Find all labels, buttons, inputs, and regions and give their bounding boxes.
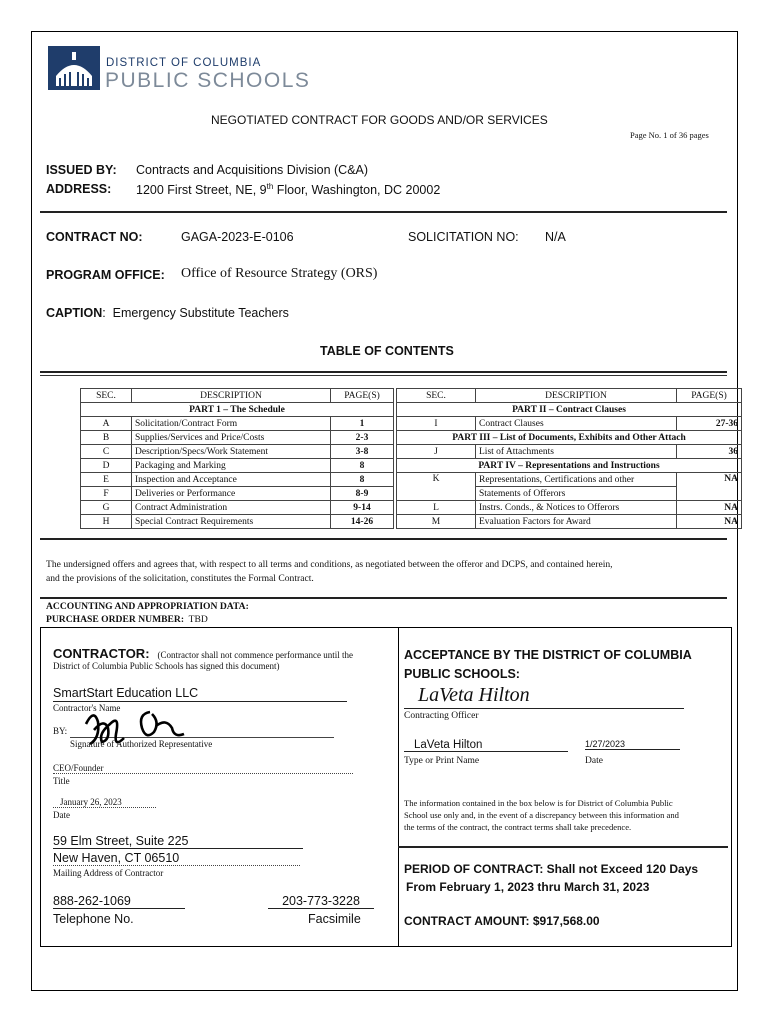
page-title: NEGOTIATED CONTRACT FOR GOODS AND/OR SERVICES xyxy=(211,113,548,127)
contracting-officer-label: Contracting Officer xyxy=(404,711,479,721)
toc-right-table xyxy=(396,388,742,529)
facsimile-value: 203-773-3228 xyxy=(268,894,374,909)
contractor-heading: CONTRACTOR: xyxy=(53,646,150,661)
issued-by-value: Contracts and Acquisitions Division (C&A) xyxy=(136,163,369,177)
toc-title: TABLE OF CONTENTS xyxy=(320,344,454,358)
acceptance-heading-2: PUBLIC SCHOOLS: xyxy=(404,667,520,681)
title-label: Title xyxy=(53,776,70,786)
toc-row: F Deliveries or Performance 8-9 xyxy=(81,487,394,501)
toc-row: I Contract Clauses 27-36 xyxy=(397,417,742,431)
toc-header-desc: DESCRIPTION xyxy=(476,389,677,403)
solicitation-value: N/A xyxy=(545,230,566,244)
officer-signature-line xyxy=(404,708,684,709)
info-line-1: The information contained in the box below is for District of Columbia Public xyxy=(404,798,673,808)
toc-row: J List of Attachments 36 xyxy=(397,445,742,459)
toc-row: Statements of Offerors xyxy=(397,487,742,501)
telephone-label: Telephone No. xyxy=(53,912,134,926)
toc-row: L Instrs. Conds., & Notices to Offerors NA xyxy=(397,501,742,515)
toc-row: K Representations, Certifications and other NA xyxy=(397,473,742,487)
toc-header-pages: PAGE(S) xyxy=(331,389,394,403)
printed-name-label: Type or Print Name xyxy=(404,756,480,766)
program-office-label: PROGRAM OFFICE: xyxy=(46,268,165,282)
divider xyxy=(40,538,727,540)
address-label: ADDRESS: xyxy=(46,182,112,196)
date-label: Date xyxy=(53,810,70,820)
divider xyxy=(40,371,727,373)
toc-row: E Inspection and Acceptance 8 xyxy=(81,473,394,487)
toc-header-sec: SEC. xyxy=(397,389,476,403)
acceptance-date-value: 1/27/2023 xyxy=(585,739,680,750)
toc-row: H Special Contract Requirements 14-26 xyxy=(81,515,394,529)
contract-no-label: CONTRACT NO: xyxy=(46,230,143,244)
solicitation-label: SOLICITATION NO: xyxy=(408,230,519,244)
contractor-name: SmartStart Education LLC xyxy=(53,686,347,702)
date-value: January 26, 2023 xyxy=(53,797,156,808)
toc-part-2: PART II – Contract Clauses xyxy=(397,403,742,417)
divider xyxy=(40,375,727,376)
logo-line-2: PUBLIC SCHOOLS xyxy=(105,69,311,92)
offer-text-line-2: and the provisions of the solicitation, constitutes the Formal Contract. xyxy=(46,573,314,584)
contractor-note-1: (Contractor shall not commence performance until the xyxy=(157,650,353,660)
logo-line-1: DISTRICT OF COLUMBIA xyxy=(106,57,262,69)
toc-row: C Description/Specs/Work Statement 3-8 xyxy=(81,445,394,459)
toc-part-3: PART III – List of Documents, Exhibits and Other Attach xyxy=(397,431,742,445)
acceptance-heading-1: ACCEPTANCE BY THE DISTRICT OF COLUMBIA xyxy=(404,648,692,662)
officer-signature: LaVeta Hilton xyxy=(418,684,530,706)
accounting-label: ACCOUNTING AND APPROPRIATION DATA: xyxy=(46,601,249,612)
facsimile-label: Facsimile xyxy=(308,912,361,926)
po-number: PURCHASE ORDER NUMBER: TBD xyxy=(46,614,208,625)
contractor-note-2: District of Columbia Public Schools has signed this document) xyxy=(53,661,280,671)
capitol-dome-logo-icon xyxy=(48,46,100,90)
signature-label: Signature of Authorized Representative xyxy=(70,739,213,749)
title-value: CEO/Founder xyxy=(53,763,353,774)
toc-row: D Packaging and Marking 8 xyxy=(81,459,394,473)
divider xyxy=(40,597,727,599)
divider xyxy=(40,211,727,213)
period-of-contract: PERIOD OF CONTRACT: Shall not Exceed 120 Days xyxy=(404,862,699,876)
contract-amount: CONTRACT AMOUNT: $917,568.00 xyxy=(404,914,600,928)
caption: CAPTION: Emergency Substitute Teachers xyxy=(46,306,289,320)
info-line-2: School use only and, in the event of a discrepancy between this information and xyxy=(404,810,679,820)
divider xyxy=(398,846,728,848)
program-office-value: Office of Resource Strategy (ORS) xyxy=(181,266,378,281)
info-line-3: the terms of the contract, the contract terms shall take precedence. xyxy=(404,822,632,832)
printed-name-value: LaVeta Hilton xyxy=(404,739,568,752)
contractor-address-line-2: New Haven, CT 06510 xyxy=(53,851,300,866)
toc-part-4: PART IV – Representations and Instructions xyxy=(397,459,742,473)
offer-text-line-1: The undersigned offers and agrees that, with respect to all terms and conditions, as negotiated between the offeror and DCPS, and contained herein, xyxy=(46,559,613,570)
toc-row: B Supplies/Services and Price/Costs 2-3 xyxy=(81,431,394,445)
telephone-value: 888-262-1069 xyxy=(53,894,185,909)
acceptance-date-label: Date xyxy=(585,756,603,766)
page-number: Page No. 1 of 36 pages xyxy=(630,130,709,140)
toc-row: A Solicitation/Contract Form 1 xyxy=(81,417,394,431)
toc-part-1: PART 1 – The Schedule xyxy=(81,403,394,417)
contract-no-value: GAGA-2023-E-0106 xyxy=(181,230,294,244)
period-dates: From February 1, 2023 thru March 31, 2023 xyxy=(406,880,650,894)
contractor-address-line-1: 59 Elm Street, Suite 225 xyxy=(53,834,303,849)
contractor-name-label: Contractor's Name xyxy=(53,703,121,713)
toc-row: G Contract Administration 9-14 xyxy=(81,501,394,515)
toc-header-pages: PAGE(S) xyxy=(677,389,742,403)
by-label: BY: xyxy=(53,726,68,736)
toc-left-table xyxy=(80,388,394,529)
address-value: 1200 First Street, NE, 9th Floor, Washington, DC 20002 xyxy=(136,182,441,198)
toc-header-sec: SEC. xyxy=(81,389,132,403)
toc-row: M Evaluation Factors for Award NA xyxy=(397,515,742,529)
issued-by-label: ISSUED BY: xyxy=(46,163,117,177)
mailing-address-label: Mailing Address of Contractor xyxy=(53,868,164,878)
toc-header-desc: DESCRIPTION xyxy=(132,389,331,403)
